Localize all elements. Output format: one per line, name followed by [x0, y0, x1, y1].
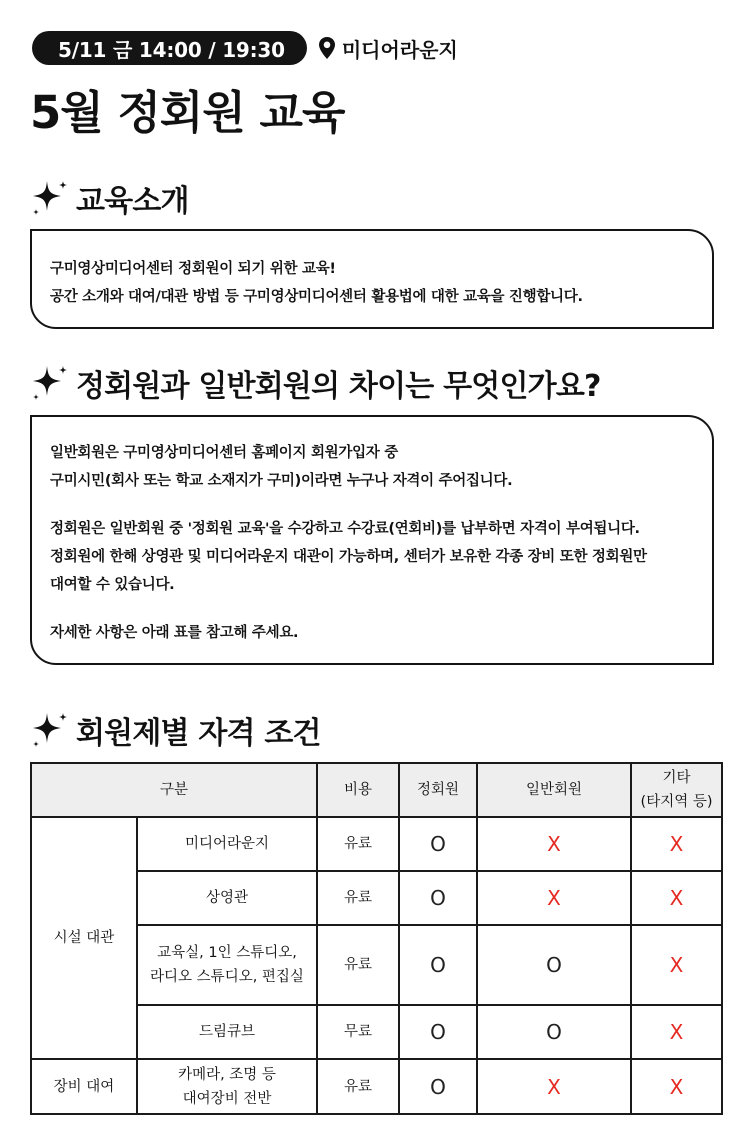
difference-line: 대여할 수 있습니다. — [50, 577, 175, 593]
header-category: 구분 — [31, 763, 317, 817]
row-item: 드림큐브 — [137, 1005, 317, 1059]
qualification-table — [30, 762, 723, 1115]
other-mark: X — [631, 871, 722, 925]
section-title-table — [30, 708, 321, 752]
header-fee: 비용 — [317, 763, 399, 817]
group-label: 장비 대여 — [31, 1059, 137, 1114]
page-title: 5월 정회원 교육 — [30, 86, 345, 139]
group-label: 시설 대관 — [31, 817, 137, 1059]
row-item-line: 대여장비 전반 — [182, 1090, 272, 1107]
row-fee: 무료 — [317, 1005, 399, 1059]
general-mark: X — [477, 817, 631, 871]
header-other-line1: 기타 — [662, 770, 691, 786]
regular-mark: O — [399, 1059, 477, 1114]
sparkle-icon — [30, 710, 70, 750]
row-item: 상영관 — [137, 871, 317, 925]
general-mark: X — [477, 871, 631, 925]
regular-mark: O — [399, 817, 477, 871]
regular-mark: O — [399, 871, 477, 925]
header-other-line2: (타지역 등) — [640, 794, 713, 810]
paragraph-gap — [50, 599, 694, 619]
general-mark: O — [477, 1005, 631, 1059]
section-title-text: 회원제별 자격 조건 — [76, 716, 321, 751]
difference-line: 정회원은 일반회원 중 '정회원 교육'을 수강하고 수강료(연회비)를 납부하면 자격이 부여됩니다. — [50, 521, 640, 537]
row-item — [137, 1059, 317, 1114]
table-header-row — [31, 763, 722, 817]
difference-line: 정회원에 한해 상영관 및 미디어라운지 대관이 가능하며, 센터가 보유한 각종 장비 또한 정회원만 — [50, 549, 647, 565]
header-regular: 정회원 — [399, 763, 477, 817]
row-item — [137, 925, 317, 1005]
intro-line: 공간 소개와 대여/대관 방법 등 구미영상미디어센터 활용법에 대한 교육을 진행합니다. — [50, 289, 583, 305]
difference-line: 일반회원은 구미영상미디어센터 홈페이지 회원가입자 중 — [50, 445, 398, 461]
table-row — [31, 817, 722, 871]
row-fee: 유료 — [317, 871, 399, 925]
datetime-text: 5/11 금 14:00 / 19:30 — [58, 37, 285, 62]
row-fee: 유료 — [317, 1059, 399, 1114]
row-item-line: 카메라, 조명 등 — [178, 1066, 276, 1083]
other-mark: X — [631, 817, 722, 871]
section-title-text: 정회원과 일반회원의 차이는 무엇인가요? — [76, 369, 601, 404]
table-row — [31, 1059, 722, 1114]
sparkle-icon — [30, 363, 70, 403]
difference-box — [30, 415, 714, 665]
section-title-intro — [30, 176, 189, 220]
difference-line: 자세한 사항은 아래 표를 참고해 주세요. — [50, 625, 299, 641]
header-general: 일반회원 — [477, 763, 631, 817]
regular-mark: O — [399, 925, 477, 1005]
other-mark: X — [631, 925, 722, 1005]
event-meta-row — [32, 30, 458, 66]
section-title-text: 교육소개 — [76, 184, 189, 219]
datetime-badge — [32, 31, 307, 65]
section-title-difference — [30, 361, 601, 405]
general-mark: O — [477, 925, 631, 1005]
general-mark: X — [477, 1059, 631, 1114]
other-mark: X — [631, 1005, 722, 1059]
sparkle-icon — [30, 178, 70, 218]
location — [317, 34, 458, 63]
difference-line: 구미시민(회사 또는 학교 소재지가 구미)이라면 누구나 자격이 주어집니다. — [50, 473, 513, 489]
map-pin-icon — [317, 36, 337, 60]
row-fee: 유료 — [317, 925, 399, 1005]
row-item: 미디어라운지 — [137, 817, 317, 871]
row-fee: 유료 — [317, 817, 399, 871]
row-item-line: 라디오 스튜디오, 편집실 — [150, 969, 304, 985]
location-text: 미디어라운지 — [341, 37, 458, 62]
intro-box — [30, 229, 714, 329]
intro-line: 구미영상미디어센터 정회원이 되기 위한 교육! — [50, 261, 336, 277]
other-mark: X — [631, 1059, 722, 1114]
paragraph-gap — [50, 495, 694, 515]
row-item-line: 교육실, 1인 스튜디오, — [157, 945, 297, 961]
regular-mark: O — [399, 1005, 477, 1059]
header-other — [631, 763, 722, 817]
